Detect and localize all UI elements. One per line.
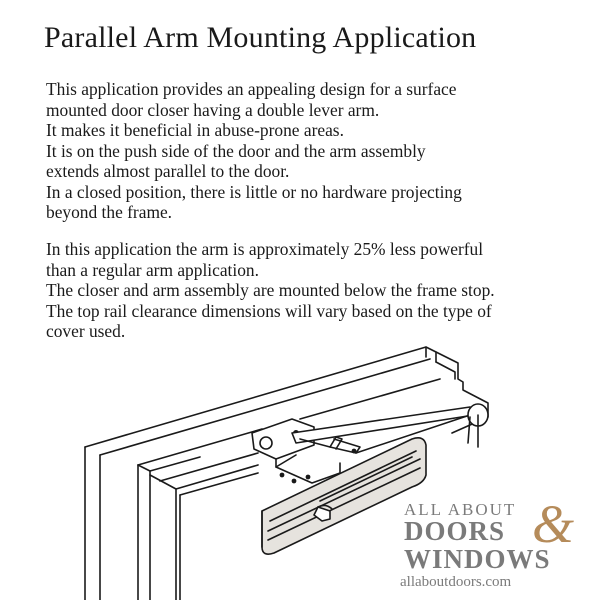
text-line: mounted door closer having a double lever arm.: [46, 99, 380, 120]
text-line: beyond the frame.: [46, 202, 173, 222]
description-paragraph-2: [46, 239, 495, 342]
text-line: It is on the push side of the door and the arm assembly: [46, 140, 426, 161]
text-line: than a regular arm application.: [46, 259, 259, 280]
text-line: extends almost parallel to the door.: [46, 161, 290, 181]
text-line: The top rail clearance dimensions will vary based on the type of: [46, 300, 492, 321]
watermark-url: allaboutdoors.com: [400, 574, 512, 590]
text-line: This application provides an appealing design for a surface: [46, 79, 457, 99]
arm-assembly: [292, 404, 488, 453]
text-line: In this application the arm is approximately 25% less powerful: [46, 239, 484, 259]
watermark-line-3: WINDOWS: [404, 544, 551, 574]
brand-watermark: [386, 494, 586, 596]
watermark-line-2: DOORS: [404, 516, 506, 546]
description-paragraph-1: [46, 79, 462, 223]
watermark-ampersand: &: [532, 494, 575, 554]
text-line: The closer and arm assembly are mounted below the frame stop.: [46, 280, 495, 300]
page-title: Parallel Arm Mounting Application: [44, 21, 477, 54]
watermark-line-1: ALL ABOUT: [404, 500, 517, 519]
text-line: It makes it beneficial in abuse-prone areas.: [46, 120, 344, 140]
text-line: cover used.: [46, 321, 126, 341]
text-line: In a closed position, there is little or no hardware projecting: [46, 181, 462, 202]
